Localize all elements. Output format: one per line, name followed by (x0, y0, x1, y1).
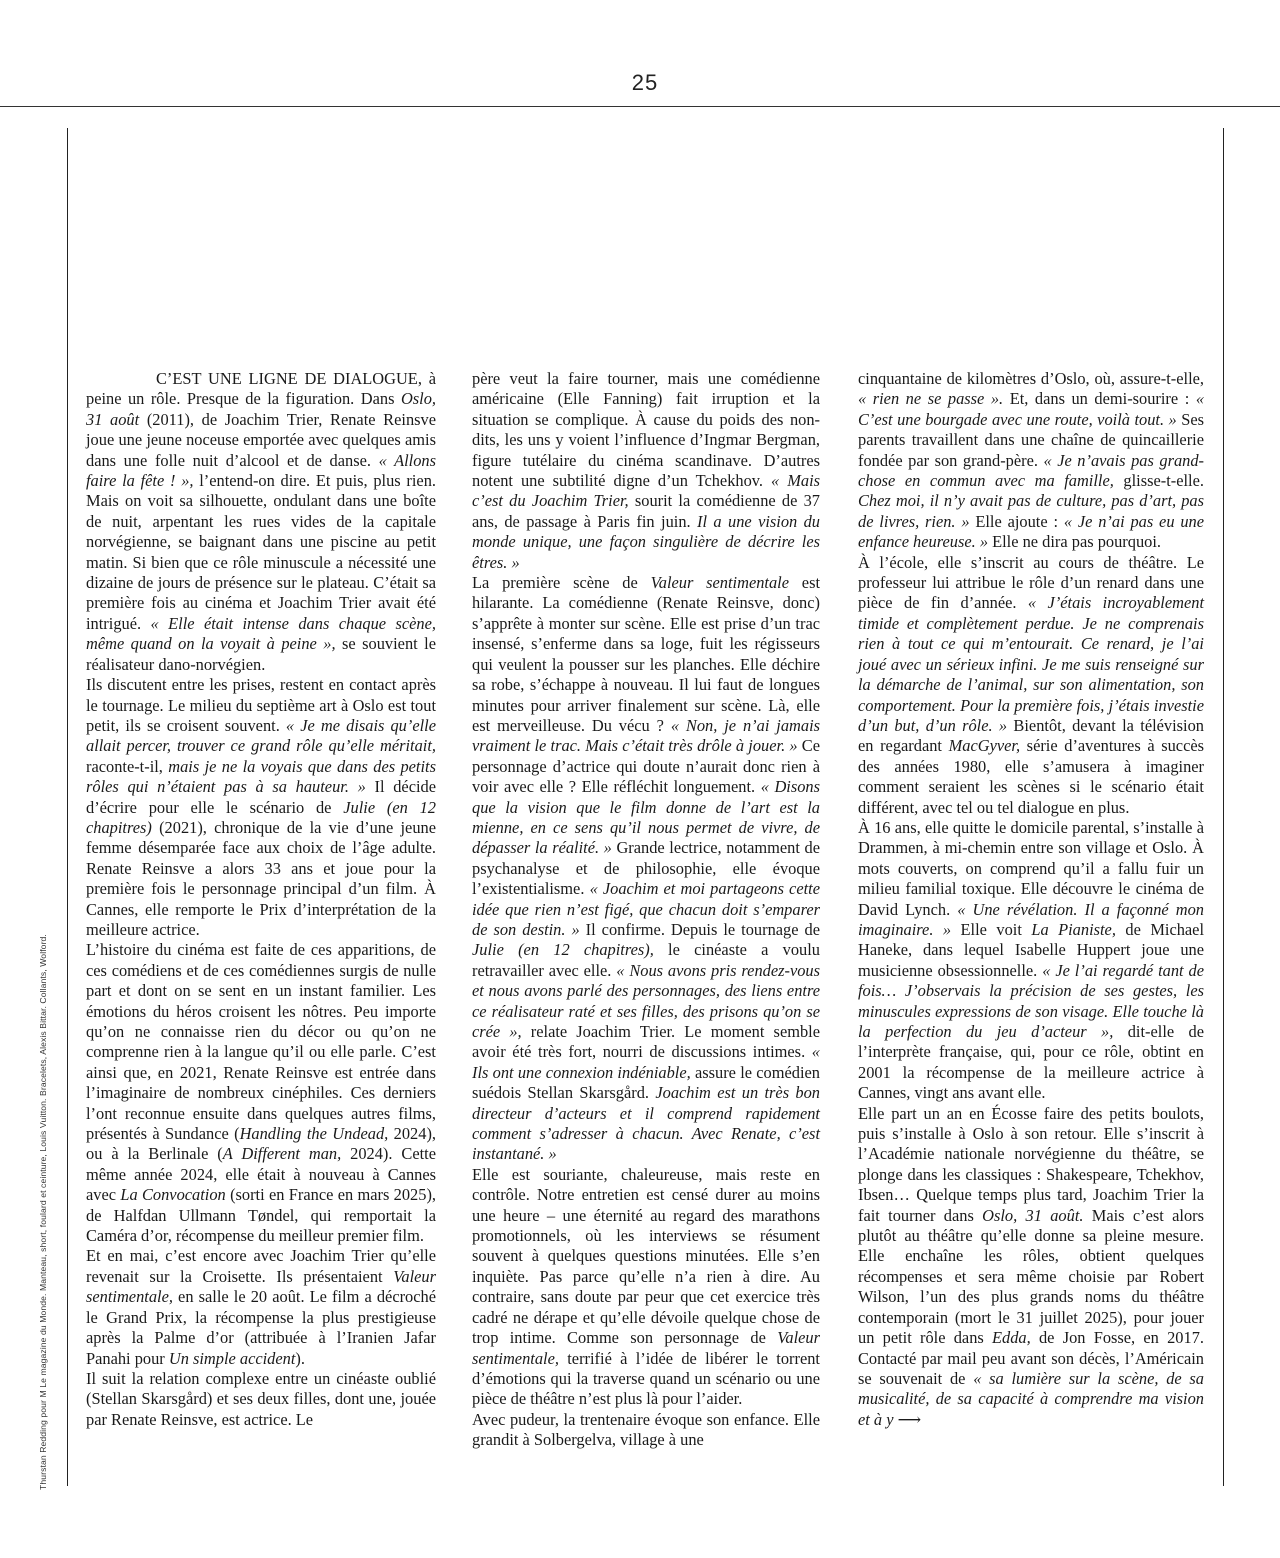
paragraph: Elle est souriante, chaleureuse, mais reste en contrôle. Notre entretien est censé durer au moins une heure – une éternité au regard des marathons promotionnels, où les interviews se résument souvent à quelques questions minutées. Elle s’en inquiète. Pas parce qu’elle n’a rien à dire. Au contraire, sans doute par peur que cet exercice très cadré ne dérape et qu’elle dévoile quelque chose de trop intime. Comme son personnage de Valeur sentimentale, terrifié à l’idée de libérer le torrent d’émotions qui la traverse quand un scénario ou une pièce de théâtre n’est plus là pour l’aider. (472, 1164, 820, 1409)
page-number: 25 (631, 70, 659, 95)
paragraph: Ils discutent entre les prises, restent en contact après le tournage. Le milieu du septième art à Oslo est tout petit, ils se croisent souvent. « Je me disais qu’elle allait percer, trouver ce grand rôle qu’elle méritait, raconte-t-il, mais je ne la voyais que dans des petits rôles qui n’étaient pas à sa hauteur. » Il décide d’écrire pour elle le scénario de Julie (en 12 chapitres) (2021), chronique de la vie d’une jeune femme désemparée face aux choix de l’âge adulte. Renate Reinsve a alors 33 ans et joue pour la première fois le personnage principal d’un film. À Cannes, elle remporte le Prix d’interprétation de la meilleure actrice. (86, 675, 436, 939)
paragraph: La première scène de Valeur sentimentale est hilarante. La comédienne (Renate Reinsve, donc) s’apprête à monter sur scène. Elle est prise d’un trac insensé, s’enferme dans sa loge, fuit les régisseurs qui veulent la pousser sur les planches. Elle déchire sa robe, s’échappe à nouveau. Il lui faut de longues minutes pour arriver finalement sur scène. Là, elle est merveilleuse. Du vécu ? « Non, je n’ai jamais vraiment le trac. Mais c’était très drôle à jouer. » Ce personnage d’actrice qui doute n’aurait donc rien à voir avec elle ? Elle réfléchit longuement. « Disons que la vision que le film donne de l’art est la mienne, en ce sens qu’il nous permet de vivre, de dépasser la réalité. » Grande lectrice, notamment de psychanalyse et de philosophie, elle évoque l’existentialisme. « Joachim et moi partageons cette idée que rien n’est figé, que chacun doit s’emparer de son destin. » Il confirme. Depuis le tournage de Julie (en 12 chapitres), le cinéaste a voulu retravailler avec elle. « Nous avons pris rendez-vous et nous avons parlé des personnages, des liens entre ce réalisateur raté et ses filles, des prisons qu’on se crée », relate Joachim Trier. Le moment semble avoir été très fort, nourri de discussions intimes. « Ils ont une connexion indéniable, assure le comédien suédois Stellan Skarsgård. Joachim est un très bon directeur d’acteurs et il comprend rapidement comment s’adresser à chacun. Avec Renate, c’est instantané. » (472, 573, 821, 1164)
paragraph: père veut la faire tourner, mais une comédienne américaine (Elle Fanning) fait irruption et la situation se complique. À cause du poids des non-dits, les uns y voient l’influence d’Ingmar Bergman, figure tutélaire du cinéma scandinave. D’autres notent une subtilité digne d’un Tchekhov. « Mais c’est du Joachim Trier, sourit la comédienne de 37 ans, de passage à Paris fin juin. Il a une vision du monde unique, une façon singulière de décrire les êtres. » (472, 369, 821, 572)
photo-credit: Thurstan Redding pour M Le magazine du Monde. Manteau, short, foulard et ceinture, Louis Vuitton. Bracelets, Alexis Bittar. Collants, Wolford. (38, 934, 48, 1490)
paragraph: Avec pudeur, la trentenaire évoque son enfance. Elle grandit à Solbergelva, village à une (472, 1409, 820, 1450)
paragraph: Elle part un an en Écosse faire des petits boulots, puis s’installe à Oslo à son retour. Elle s’inscrit à l’Académie nationale norvégienne du théâtre, se plonge dans les classiques : Shakespeare, Tchekhov, Ibsen… Quelque temps plus tard, Joachim Trier la fait tourner dans Oslo, 31 août. Mais c’est alors plutôt au théâtre qu’elle donne sa pleine mesure. Elle enchaîne les rôles, obtient quelques récompenses et sera même choisie par Robert Wilson, l’un des plus grands noms du théâtre contemporain (mort le 31 juillet 2025), pour jouer un petit rôle dans Edda, de Jon Fosse, en 2017. Contacté par mail peu avant son décès, l’Américain se souvenait de « sa lumière sur la scène, de sa musicalité, de sa capacité à comprendre ma vision et à y ⟶ (858, 1103, 1205, 1429)
paragraph: Et en mai, c’est encore avec Joachim Trier qu’elle revenait sur la Croisette. Ils présentaient Valeur sentimentale, en salle le 20 août. Le film a décroché le Grand Prix, la récompense la plus prestigieuse après la Palme d’or (attribuée à l’Iranien Jafar Panahi pour Un simple accident). (86, 1246, 436, 1368)
article-column-1 (86, 369, 436, 1430)
paragraph: C’EST UNE LIGNE DE DIALOGUE, à peine un rôle. Presque de la figuration. Dans Oslo, 31 août (2011), de Joachim Trier, Renate Reinsve joue une jeune noceuse emportée avec quelques amis dans une folle nuit d’alcool et de danse. « Allons faire la fête ! », l’entend-on dire. Et puis, plus rien. Mais on voit sa silhouette, ondulant dans une boîte de nuit, arpentant les rues vides de la capitale norvégienne, se baignant dans une piscine au petit matin. Si bien que ce rôle minuscule a nécessité une dizaine de jours de présence sur le plateau. C’était sa première fois au cinéma et Joachim Trier avait été intrigué. « Elle était intense dans chaque scène, même quand on la voyait à peine », se souvient le réalisateur dano-norvégien. (86, 369, 436, 674)
paragraph: Il suit la relation complexe entre un cinéaste oublié (Stellan Skarsgård) et ses deux filles, dont une, jouée par Renate Reinsve, est actrice. Le (86, 1368, 436, 1429)
paragraph: L’histoire du cinéma est faite de ces apparitions, de ces comédiens et de ces comédiennes surgis de nulle part et dont on se sent en un instant familier. Les émotions du héros croisent les nôtres. Peu importe qu’on ne connaisse rien du décor ou qu’on ne comprenne rien à la langue qu’il ou elle parle. C’est ainsi que, en 2021, Renate Reinsve est entrée dans l’imaginaire de nombreux cinéphiles. Ces derniers l’ont reconnue ensuite dans quelques autres films, présentés à Sundance (Handling the Undead, 2024), ou à la Berlinale (A Different man, 2024). Cette même année 2024, elle était à nouveau à Cannes avec La Convocation (sorti en France en mars 2025), de Halfdan Ullmann Tøndel, qui remportait la Caméra d’or, récompense du meilleur premier film. (86, 940, 437, 1246)
left-column-rule (67, 128, 68, 1486)
right-column-rule (1223, 128, 1224, 1486)
header-rule (0, 106, 1280, 107)
article-column-2 (472, 369, 820, 1451)
article-column-3 (858, 369, 1204, 1430)
paragraph: À 16 ans, elle quitte le domicile parental, s’installe à Drammen, à mi-chemin entre son village et Oslo. À mots couverts, on comprend qu’il a fallu fuir un milieu familial toxique. Elle découvre le cinéma de David Lynch. « Une révélation. Il a façonné mon imaginaire. » Elle voit La Pianiste, de Michael Haneke, dans lequel Isabelle Huppert joue une musicienne obsessionnelle. « Je l’ai regardé tant de fois… J’observais la précision de ses gestes, les minuscules expressions de son visage. Elle touche là la perfection du jeu d’acteur », dit-elle de l’interprète française, qui, pour ce rôle, obtint en 2001 la récompense de la meilleure actrice à Cannes, vingt ans avant elle. (858, 817, 1205, 1103)
paragraph: cinquantaine de kilomètres d’Oslo, où, assure-t-elle, « rien ne se passe ». Et, dans un demi-sourire : « C’est une bourgade avec une route, voilà tout. » Ses parents travaillent dans une chaîne de quincaillerie fondée par son grand-père. « Je n’avais pas grand-chose en commun avec ma famille, glisse-t-elle. Chez moi, il n’y avait pas de culture, pas d’art, pas de livres, rien. » Elle ajoute : « Je n’ai pas eu une enfance heureuse. » Elle ne dira pas pourquoi. (858, 369, 1205, 552)
paragraph: À l’école, elle s’inscrit au cours de théâtre. Le professeur lui attribue le rôle d’un renard dans une pièce de fin d’année. « J’étais incroyablement timide et complètement perdue. Je ne comprenais rien à tout ce qui m’entourait. Ce renard, je l’ai joué avec un sérieux infini. Je me suis renseigné sur la démarche de l’animal, sur son alimentation, son comportement. Pour la première fois, j’étais investie d’un but, d’un rôle. » Bientôt, devant la télévision en regardant MacGyver, série d’aventures à succès des années 1980, elle s’amusera à imaginer comment seraient les scènes si le scénario était différent, avec tel ou tel dialogue en plus. (858, 552, 1205, 817)
